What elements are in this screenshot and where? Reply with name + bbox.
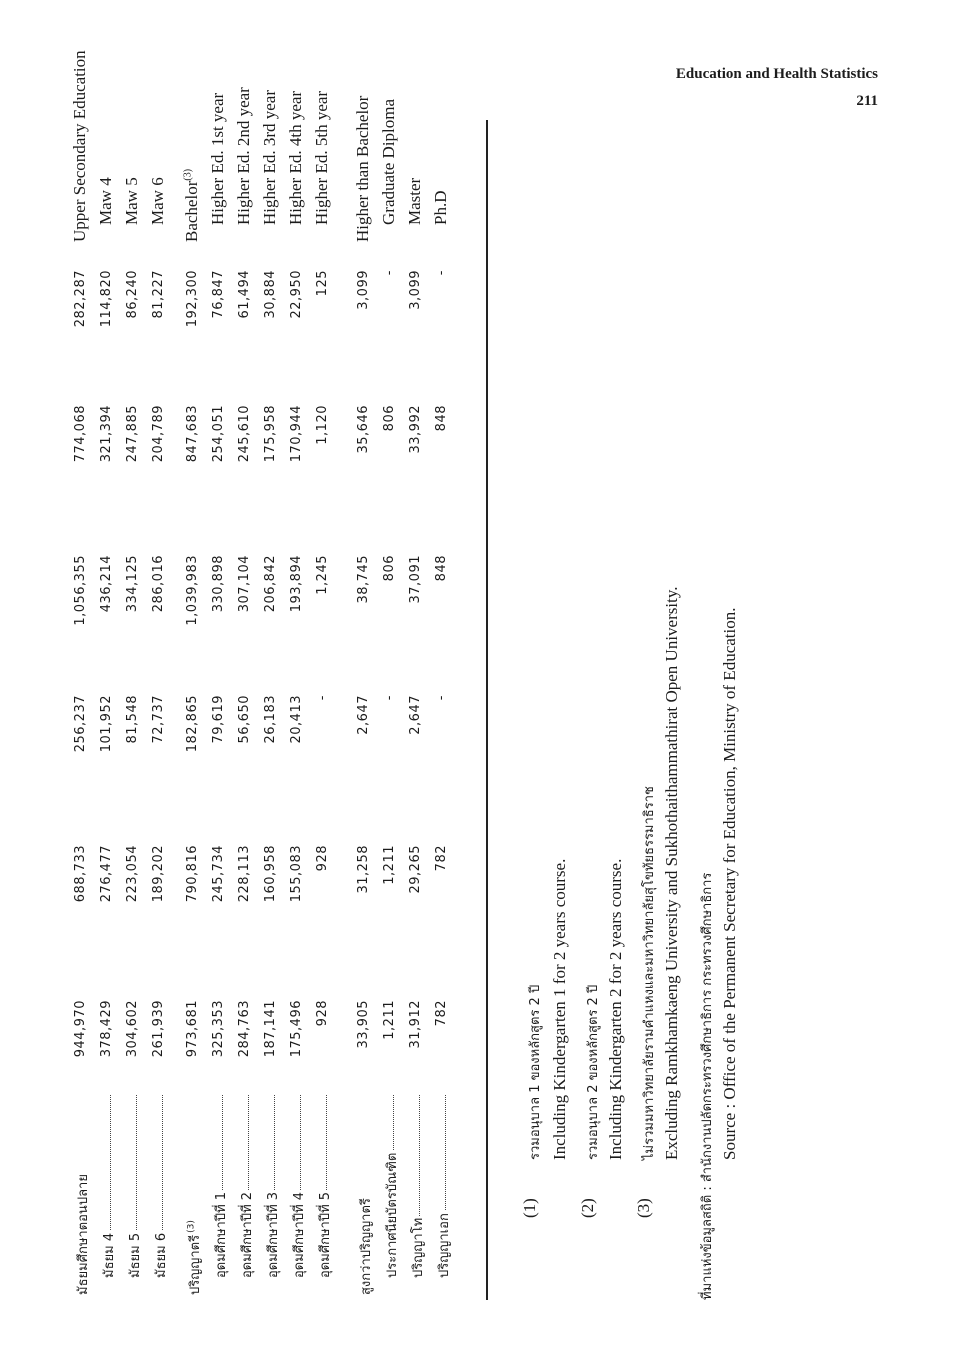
footnote-2-english: Including Kindergarten 2 for 2 years course. xyxy=(606,858,625,1160)
english-row-label: Higher Ed. 1st year xyxy=(208,92,227,225)
thai-row-label: อุดมศึกษาปีที่ 5 xyxy=(314,1095,335,1278)
table-cell: 806 xyxy=(382,405,397,432)
thai-row-label: มัธยม 5 xyxy=(124,1095,145,1278)
table-cell: - xyxy=(434,695,449,701)
table-cell: - xyxy=(382,695,397,701)
table-cell: 22,950 xyxy=(289,270,304,319)
english-row-label: Higher Ed. 4th year xyxy=(286,90,305,225)
page-number: 211 xyxy=(856,93,878,109)
table-cell: 436,214 xyxy=(99,555,114,613)
table-cell: 1,056,355 xyxy=(73,555,88,626)
footnote-1-english: Including Kindergarten 1 for 2 years course. xyxy=(550,858,569,1160)
table-cell: - xyxy=(315,695,330,701)
table-cell: 284,763 xyxy=(237,1000,252,1058)
table-cell: 35,646 xyxy=(356,405,371,454)
table-cell: 928 xyxy=(315,1000,330,1027)
table-cell: 688,733 xyxy=(73,845,88,903)
footnote-3-english: Excluding Ramkhamkaeng University and Sukhothaithammathirat Open University. xyxy=(662,586,681,1160)
table-cell: - xyxy=(434,270,449,276)
table-cell: 256,237 xyxy=(73,695,88,753)
table-cell: 325,353 xyxy=(211,1000,226,1058)
publication-title: Education and Health Statistics xyxy=(675,66,878,82)
thai-row-label: มัธยม 4 xyxy=(98,1095,119,1278)
thai-row-label: สูงกว่าปริญญาตรี xyxy=(359,1198,374,1295)
table-row xyxy=(312,90,338,1300)
table-cell: 2,647 xyxy=(356,695,371,735)
table-cell: 282,287 xyxy=(73,270,88,328)
table-cell: 1,120 xyxy=(315,405,330,445)
table-cell: 155,083 xyxy=(289,845,304,903)
footnote-1-thai: รวมอนุบาล 1 ของหลักสูตร 2 ปี xyxy=(528,984,543,1160)
english-row-label: Master xyxy=(405,177,424,225)
table-row xyxy=(353,95,379,1300)
english-row-label: Higher Ed. 3rd year xyxy=(260,89,279,225)
table-cell: 847,683 xyxy=(185,405,200,463)
table-cell: 76,847 xyxy=(211,270,226,319)
table-cell: 228,113 xyxy=(237,845,252,903)
table-cell: 38,745 xyxy=(356,555,371,604)
table-cell: 31,912 xyxy=(408,1000,423,1049)
table-cell: 928 xyxy=(315,845,330,872)
table-cell: 848 xyxy=(434,555,449,582)
thai-row-label: อุดมศึกษาปีที่ 1 xyxy=(210,1095,231,1278)
table-cell: 206,842 xyxy=(263,555,278,613)
thai-row-label: มัธยมศึกษาตอนปลาย xyxy=(76,1174,91,1295)
table-cell: 187,141 xyxy=(263,1000,278,1058)
source-english: Source : Office of the Permanent Secretary for Education, Ministry of Education. xyxy=(720,607,739,1160)
table-cell: 175,958 xyxy=(263,405,278,463)
table-cell: 125 xyxy=(315,270,330,297)
english-row-label: Maw 5 xyxy=(122,177,141,225)
thai-row-label: ปริญญาตรี$^{(3)}$ xyxy=(186,1220,203,1295)
table-cell: 330,898 xyxy=(211,555,226,613)
table-row xyxy=(431,120,457,1300)
thai-row-label: อุดมศึกษาปีที่ 2 xyxy=(236,1095,257,1278)
table-cell: 790,816 xyxy=(185,845,200,903)
table-row xyxy=(182,120,208,1300)
table-cell: 1,211 xyxy=(382,1000,397,1040)
table-cell: 254,051 xyxy=(211,405,226,463)
table-cell: 286,016 xyxy=(151,555,166,613)
table-cell: 2,647 xyxy=(408,695,423,735)
table-cell: 774,068 xyxy=(73,405,88,463)
table-cell: 26,183 xyxy=(263,695,278,744)
english-row-label: Upper Secondary Education xyxy=(70,50,89,242)
table-cell: 170,944 xyxy=(289,405,304,463)
english-row-label: Higher than Bachelor xyxy=(353,95,372,242)
table-cell: 944,970 xyxy=(73,1000,88,1058)
english-row-label: Graduate Diploma xyxy=(379,98,398,225)
table-bottom-rule xyxy=(486,120,488,1300)
table-row xyxy=(260,89,286,1300)
thai-row-label: ปริญญาเอก xyxy=(433,1095,454,1278)
table-cell: - xyxy=(382,270,397,276)
table-cell: 189,202 xyxy=(151,845,166,903)
table-cell: 223,054 xyxy=(125,845,140,903)
table-cell: 848 xyxy=(434,405,449,432)
table-cell: 334,125 xyxy=(125,555,140,613)
table-row xyxy=(405,120,431,1300)
source-thai: ที่มาแห่งข้อมูลสถิติ : สำนักงานปลัดกระทรวงศึกษาธิการ กระทรวงศึกษาธิการ xyxy=(700,872,715,1300)
table-row xyxy=(122,120,148,1300)
thai-row-label: อุดมศึกษาปีที่ 4 xyxy=(288,1095,309,1278)
footnote-1-index: (1) xyxy=(520,1198,539,1218)
table-row xyxy=(208,92,234,1300)
table-cell: 31,258 xyxy=(356,845,371,894)
table-cell: 782 xyxy=(434,845,449,872)
table-cell: 86,240 xyxy=(125,270,140,319)
table-cell: 61,494 xyxy=(237,270,252,319)
table-row xyxy=(379,98,405,1300)
table-cell: 193,894 xyxy=(289,555,304,613)
table-cell: 806 xyxy=(382,555,397,582)
table-cell: 37,091 xyxy=(408,555,423,604)
table-cell: 175,496 xyxy=(289,1000,304,1058)
table-cell: 1,245 xyxy=(315,555,330,595)
table-row xyxy=(70,50,96,1300)
table-cell: 782 xyxy=(434,1000,449,1027)
table-cell: 192,300 xyxy=(185,270,200,328)
table-cell: 245,734 xyxy=(211,845,226,903)
table-cell: 56,650 xyxy=(237,695,252,744)
table-cell: 3,099 xyxy=(356,270,371,310)
table-cell: 1,039,983 xyxy=(185,555,200,626)
table-cell: 378,429 xyxy=(99,1000,114,1058)
footnote-3-thai: ไม่รวมมหาวิทยาลัยรามคำแหงและมหาวิทยาลัยสุโขทัยธรรมาธิราช xyxy=(642,786,657,1160)
table-cell: 247,885 xyxy=(125,405,140,463)
table-cell: 72,737 xyxy=(151,695,166,744)
table-row xyxy=(286,90,312,1300)
table-cell: 204,789 xyxy=(151,405,166,463)
english-row-label: Maw 6 xyxy=(148,177,167,225)
table-cell: 245,610 xyxy=(237,405,252,463)
table-cell: 307,104 xyxy=(237,555,252,613)
table-row xyxy=(148,120,174,1300)
table-cell: 321,394 xyxy=(99,405,114,463)
table-cell: 33,905 xyxy=(356,1000,371,1049)
thai-row-label: มัธยม 6 xyxy=(150,1095,171,1278)
english-row-label: Maw 4 xyxy=(96,177,115,225)
table-row xyxy=(96,120,122,1300)
table-cell: 79,619 xyxy=(211,695,226,744)
footnote-2-thai: รวมอนุบาล 2 ของหลักสูตร 2 ปี xyxy=(586,984,601,1160)
table-cell: 101,952 xyxy=(99,695,114,753)
table-cell: 182,865 xyxy=(185,695,200,753)
footnote-3-index: (3) xyxy=(634,1198,653,1218)
table-cell: 304,602 xyxy=(125,1000,140,1058)
english-row-label: Ph.D xyxy=(431,190,450,225)
footnote-2-index: (2) xyxy=(578,1198,597,1218)
english-row-label: Higher Ed. 2nd year xyxy=(234,87,253,225)
table-cell: 20,413 xyxy=(289,695,304,744)
table-cell: 81,548 xyxy=(125,695,140,744)
thai-row-label: อุดมศึกษาปีที่ 3 xyxy=(262,1095,283,1278)
table-cell: 3,099 xyxy=(408,270,423,310)
table-cell: 114,820 xyxy=(99,270,114,328)
english-row-label: Higher Ed. 5th year xyxy=(312,90,331,225)
thai-row-label: ประกาศนียบัตรบัณฑิต xyxy=(381,1095,402,1278)
table-cell: 973,681 xyxy=(185,1000,200,1058)
table-cell: 81,227 xyxy=(151,270,166,319)
table-cell: 33,992 xyxy=(408,405,423,454)
table-cell: 276,477 xyxy=(99,845,114,903)
running-head xyxy=(676,66,878,110)
table-cell: 261,939 xyxy=(151,1000,166,1058)
table-row xyxy=(234,87,260,1300)
table-cell: 1,211 xyxy=(382,845,397,885)
english-row-label: Bachelor$^{(3)}$ xyxy=(182,168,201,242)
table-cell: 29,265 xyxy=(408,845,423,894)
table-cell: 30,884 xyxy=(263,270,278,319)
table-cell: 160,958 xyxy=(263,845,278,903)
thai-row-label: ปริญญาโท xyxy=(407,1095,428,1278)
